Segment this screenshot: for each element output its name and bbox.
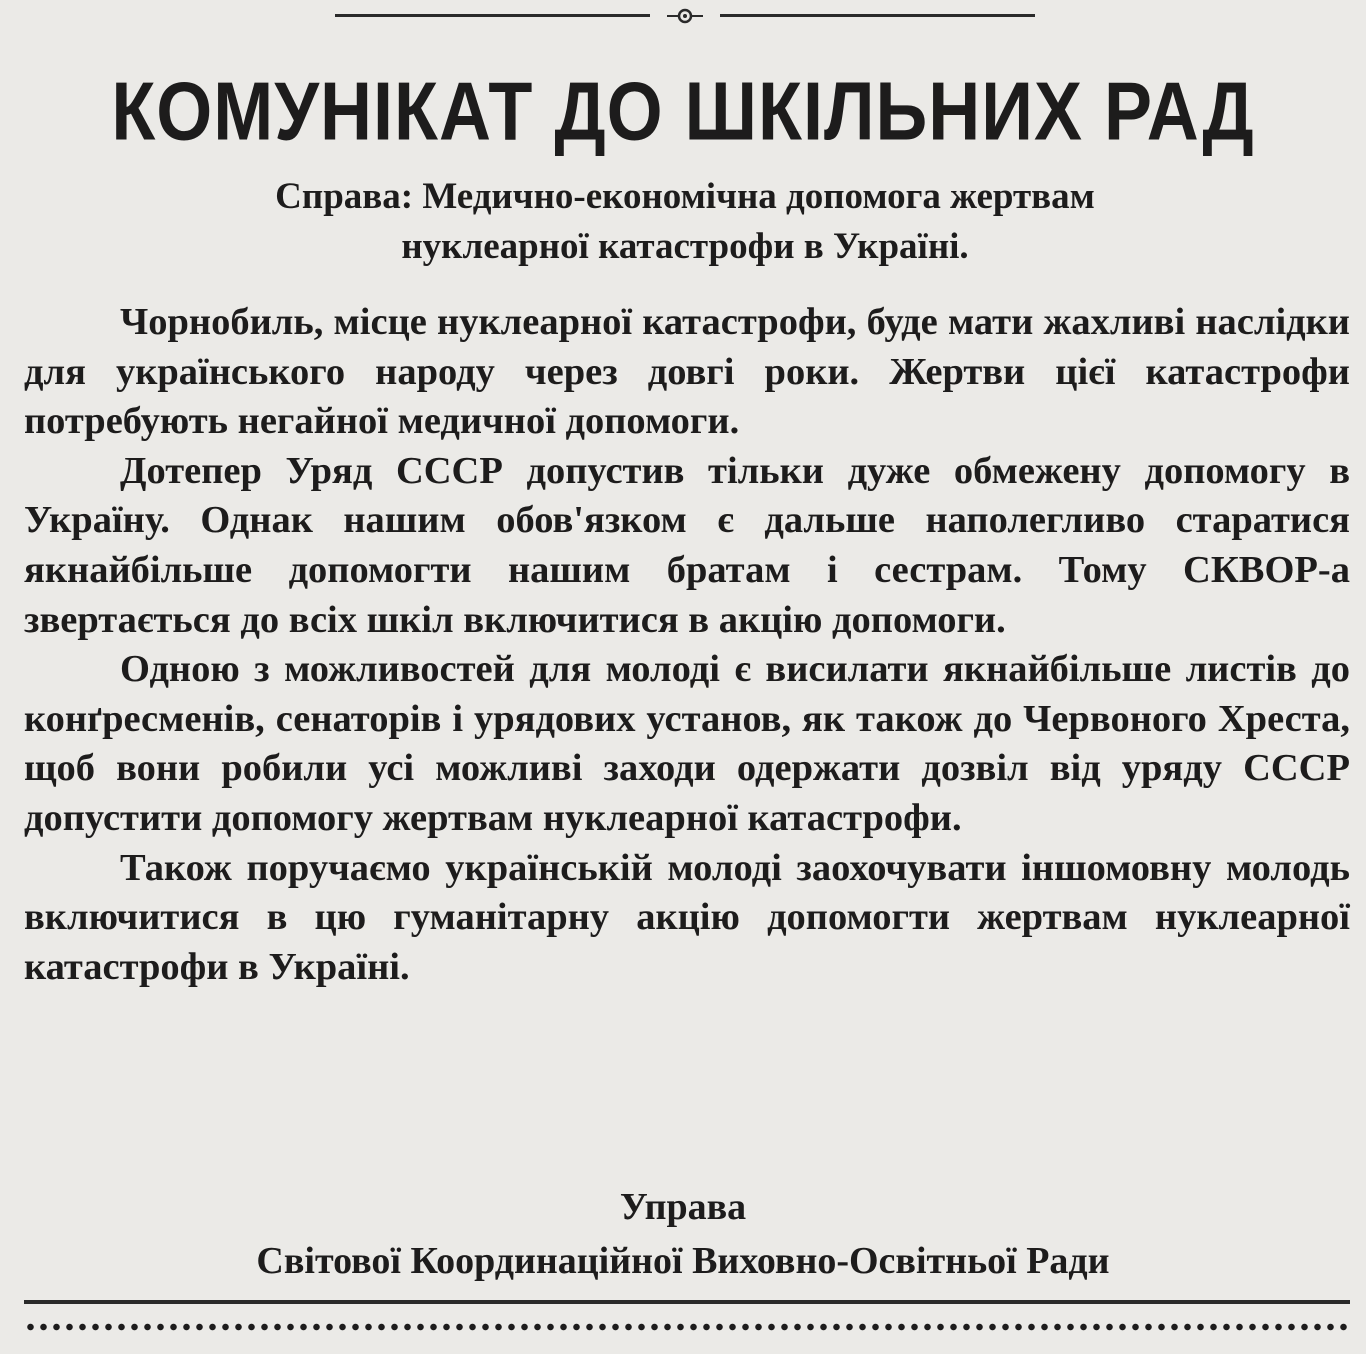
paragraph-3: Одною з можливостей для молоді є висилати якнайбільше листів до конґресменів, сенаторів і урядових установ, як також до Червоного Хреста, щоб вони робили усі можливі заходи одержати дозвіл від уряду СССР допустити допомогу жертвам нуклеарної катастрофи. [24,648,1350,839]
signature-title: Управа [619,1186,747,1228]
bottom-rule [24,1300,1350,1304]
subject-line [120,172,1250,272]
ornament-icon [665,6,705,26]
paragraph-1: Чорнобиль, місце нуклеарної катастрофи, буде мати жахливі наслідки для українського народу через довгі роки. Жертви цієї катастрофи потребують негайної медичної допомоги. [24,301,1350,443]
bottom-dotted-rule [24,1322,1350,1332]
headline: КОМУНІКАТ ДО ШКІЛЬНИХ РАД [111,65,1255,158]
top-rule-right-line [720,14,1035,17]
paragraph-4: Також поручаємо українській молоді заохочувати іншомовну молодь включитися в цю гуманітарну акцію допомогти жертвам нуклеарної катастрофи в Україні. [24,846,1350,988]
top-ornamental-rule [335,6,1035,26]
signature-block [0,1180,1366,1288]
article-body [24,298,1350,992]
top-rule-left-line [335,14,650,17]
paragraph-2: Дотепер Уряд СССР допустив тільки дуже обмежену допомогу в Україну. Однак нашим обов'язком є дальше наполегливо старатися якнайбільше допомогти нашим братам і сестрам. Тому СКВОР-а звертається до всіх шкіл включитися в акцію допомоги. [24,449,1350,641]
subject-line-2: нуклеарної катастрофи в Україні. [401,226,969,267]
signature-organization: Світової Координаційної Виховно-Освітньої Ради [256,1240,1110,1282]
subject-line-1: Справа: Медично-економічна допомога жертвам [275,176,1095,217]
